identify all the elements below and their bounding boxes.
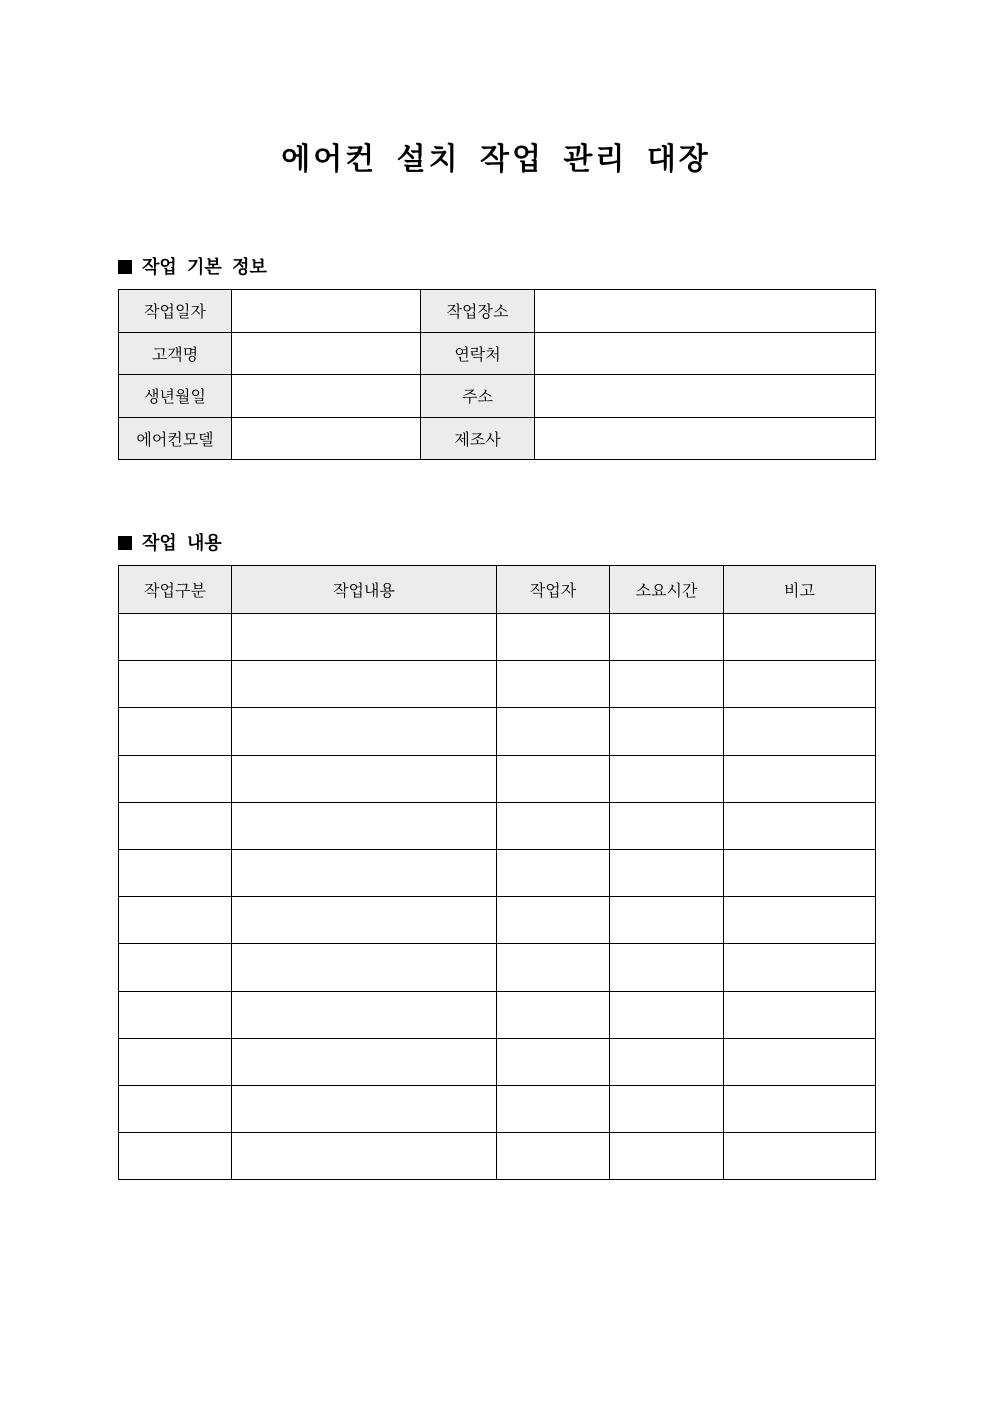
table-row [119,1133,876,1180]
table-cell[interactable] [610,661,724,708]
square-bullet-icon [118,536,132,550]
table-cell[interactable] [610,1133,724,1180]
field-label: 생년월일 [119,375,232,418]
field-value[interactable] [535,375,876,418]
table-cell[interactable] [610,849,724,896]
table-cell[interactable] [232,802,497,849]
basic-info-table [118,289,876,460]
table-cell[interactable] [232,614,497,661]
info-row [119,375,876,418]
table-row [119,991,876,1038]
table-row [119,1038,876,1085]
table-cell[interactable] [724,614,876,661]
table-cell[interactable] [119,1133,232,1180]
table-cell[interactable] [119,802,232,849]
table-cell[interactable] [497,1085,610,1132]
section-heading-basic-info [118,253,267,279]
table-cell[interactable] [119,614,232,661]
section-heading-text: 작업 기본 정보 [142,257,267,278]
table-cell[interactable] [610,1038,724,1085]
table-cell[interactable] [610,755,724,802]
table-cell[interactable] [497,1133,610,1180]
table-cell[interactable] [610,802,724,849]
field-label: 주소 [421,375,535,418]
table-cell[interactable] [724,991,876,1038]
table-row [119,1085,876,1132]
field-label: 에어컨모델 [119,417,232,460]
info-row [119,290,876,333]
table-row [119,708,876,755]
table-row [119,614,876,661]
field-value[interactable] [535,417,876,460]
table-cell[interactable] [724,1038,876,1085]
field-label: 제조사 [421,417,535,460]
table-cell[interactable] [119,991,232,1038]
table-cell[interactable] [724,849,876,896]
column-header: 작업자 [497,566,610,614]
table-cell[interactable] [232,1038,497,1085]
table-cell[interactable] [119,1085,232,1132]
table-row [119,944,876,991]
table-cell[interactable] [497,944,610,991]
square-bullet-icon [118,260,132,274]
column-header: 소요시간 [610,566,724,614]
field-value[interactable] [232,417,421,460]
field-value[interactable] [535,332,876,375]
table-row [119,755,876,802]
table-cell[interactable] [724,708,876,755]
table-cell[interactable] [232,755,497,802]
table-header-row [119,566,876,614]
table-cell[interactable] [497,661,610,708]
table-cell[interactable] [232,897,497,944]
table-cell[interactable] [232,1133,497,1180]
table-row [119,897,876,944]
field-label: 작업일자 [119,290,232,333]
table-cell[interactable] [497,614,610,661]
table-cell[interactable] [610,897,724,944]
info-row [119,417,876,460]
table-cell[interactable] [119,1038,232,1085]
table-row [119,849,876,896]
table-cell[interactable] [724,802,876,849]
field-value[interactable] [232,332,421,375]
field-value[interactable] [232,290,421,333]
table-cell[interactable] [497,755,610,802]
table-cell[interactable] [497,991,610,1038]
table-cell[interactable] [119,661,232,708]
field-value[interactable] [232,375,421,418]
table-row [119,802,876,849]
info-row [119,332,876,375]
table-cell[interactable] [724,897,876,944]
table-cell[interactable] [610,708,724,755]
table-cell[interactable] [232,708,497,755]
table-cell[interactable] [232,944,497,991]
column-header: 작업내용 [232,566,497,614]
table-cell[interactable] [497,897,610,944]
table-cell[interactable] [232,991,497,1038]
table-row [119,661,876,708]
table-cell[interactable] [119,708,232,755]
table-cell[interactable] [497,802,610,849]
table-cell[interactable] [119,849,232,896]
column-header: 작업구분 [119,566,232,614]
table-cell[interactable] [610,944,724,991]
table-cell[interactable] [497,708,610,755]
field-value[interactable] [535,290,876,333]
section-heading-text: 작업 내용 [142,533,222,554]
table-cell[interactable] [724,1133,876,1180]
table-cell[interactable] [724,944,876,991]
table-cell[interactable] [497,1038,610,1085]
table-cell[interactable] [497,849,610,896]
page-title: 에어컨 설치 작업 관리 대장 [281,142,711,177]
section-heading-work-content [118,529,222,555]
table-cell[interactable] [724,661,876,708]
table-cell[interactable] [610,991,724,1038]
field-label: 작업장소 [421,290,535,333]
table-cell[interactable] [232,1085,497,1132]
table-cell[interactable] [119,755,232,802]
table-cell[interactable] [610,1085,724,1132]
field-label: 고객명 [119,332,232,375]
table-cell[interactable] [724,755,876,802]
column-header: 비고 [724,566,876,614]
table-cell[interactable] [724,1085,876,1132]
work-content-table [118,565,876,1180]
table-cell[interactable] [119,897,232,944]
table-cell[interactable] [119,944,232,991]
table-cell[interactable] [232,849,497,896]
field-label: 연락처 [421,332,535,375]
table-cell[interactable] [610,614,724,661]
table-cell[interactable] [232,661,497,708]
